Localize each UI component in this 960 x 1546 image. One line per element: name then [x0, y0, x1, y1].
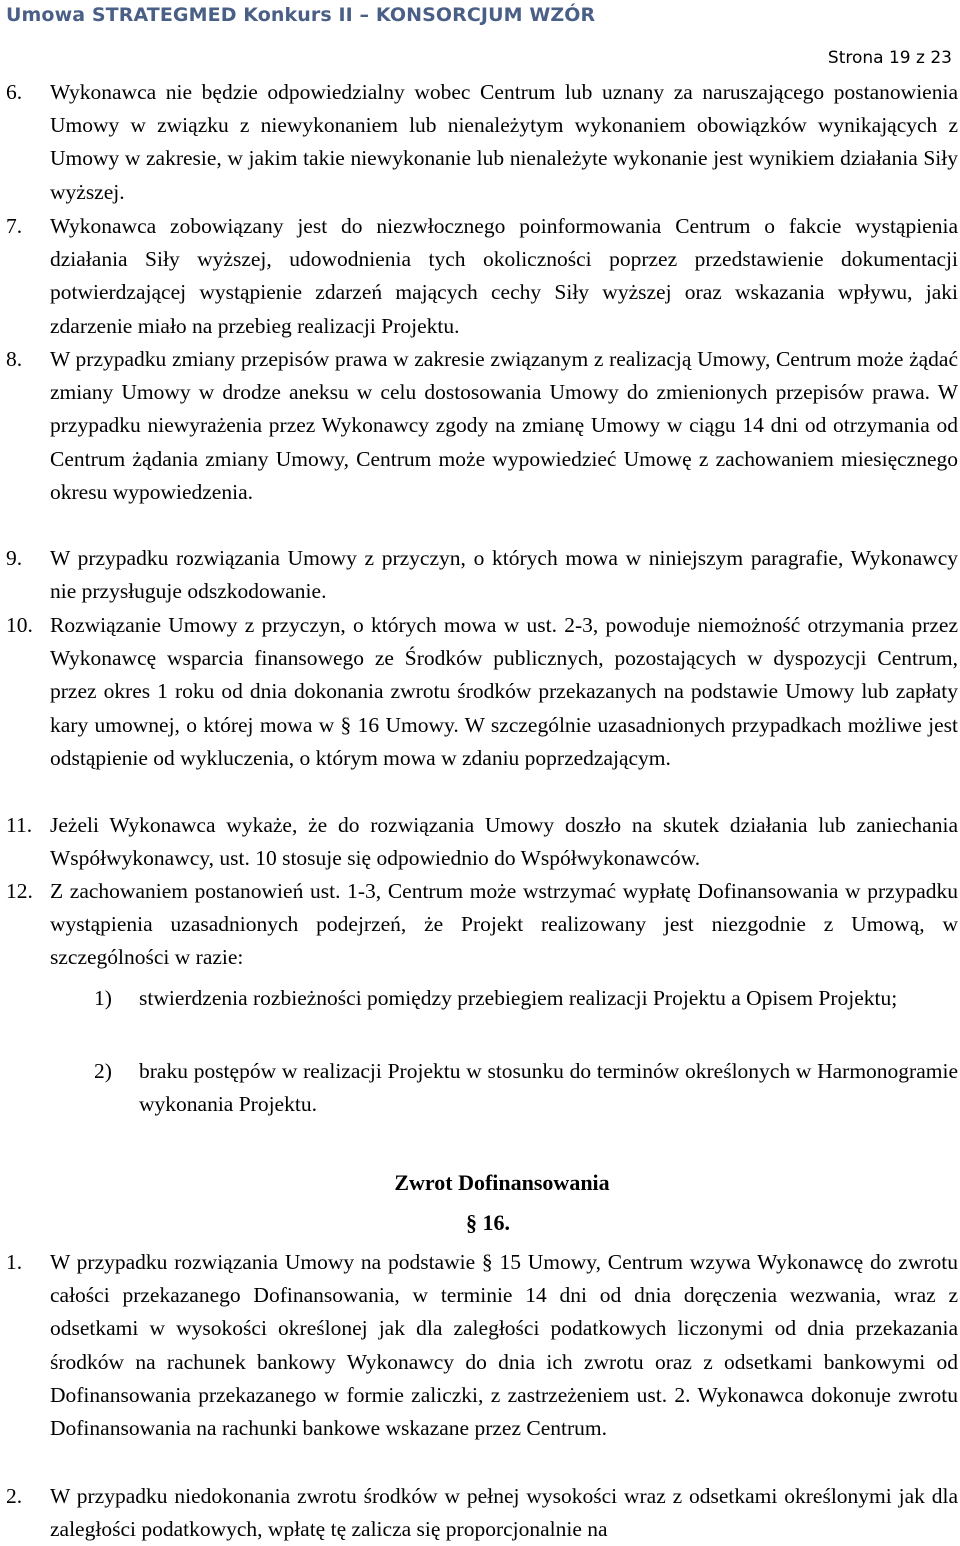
clause-text: W przypadku niedokonania zwrotu środków w pełnej wysokości wraz z odsetkami określonymi jak dla zaległości podatkowych, wpłatę tę zalicza się proporcjonalnie na	[50, 1484, 958, 1542]
subitem-1	[0, 982, 958, 1015]
clause-text: Jeżeli Wykonawca wykaże, że do rozwiązania Umowy doszło na skutek działania lub zaniechania Współwykonawcy, ust. 10 stosuje się odpowiednio do Współwykonawców.	[50, 813, 958, 871]
subitem-number: 1)	[94, 986, 112, 1010]
clause-12	[0, 875, 958, 975]
section-clause-1	[0, 1246, 958, 1445]
clause-8	[0, 343, 958, 509]
section-title: Zwrot Dofinansowania	[394, 1170, 610, 1195]
clause-number: 11.	[6, 813, 33, 837]
clause-text: Z zachowaniem postanowień ust. 1-3, Centrum może wstrzymać wypłatę Dofinansowania w przypadku wystąpienia uzasadnionych podejrzeń, że Projekt realizowany jest niezgodnie z Umową, w szczególności w razie:	[50, 879, 958, 970]
clause-7	[0, 210, 958, 343]
clause-number: 7.	[6, 214, 23, 238]
clause-number: 1.	[6, 1250, 23, 1274]
section-clause-2	[0, 1480, 958, 1546]
section-number: § 16.	[466, 1210, 510, 1235]
subitem-number: 2)	[94, 1059, 112, 1083]
clause-text: Wykonawca zobowiązany jest do niezwłocznego poinformowania Centrum o fakcie wystąpienia działania Siły wyższej, udowodnienia tych okoliczności poprzez przedstawienie dokumentacji potwierdzającej wystąpienie zdarzeń mających cechy Siły wyższej oraz wskazania wpływu, jaki zdarzenie miało na przebieg realizacji Projektu.	[50, 214, 958, 338]
clause-number: 8.	[6, 347, 23, 371]
clause-number: 2.	[6, 1484, 23, 1508]
header-title: Umowa STRATEGMED Konkurs II – KONSORCJUM WZÓR	[6, 4, 596, 26]
subitem-text: braku postępów w realizacji Projektu w stosunku do terminów określonych w Harmonogramie wykonania Projektu.	[139, 1059, 958, 1117]
clause-text: Wykonawca nie będzie odpowiedzialny wobec Centrum lub uznany za naruszającego postanowienia Umowy w związku z niewykonaniem lub nienależytym wykonaniem obowiązków wynikających z Umowy w zakresie, w jakim takie niewykonanie lub nienależyte wykonanie jest wynikiem działania Siły wyższej.	[50, 80, 958, 204]
page-number: Strona 19 z 23	[827, 48, 952, 68]
clause-text: W przypadku zmiany przepisów prawa w zakresie związanym z realizacją Umowy, Centrum może żądać zmiany Umowy w drodze aneksu w celu dostosowania Umowy do zmienionych przepisów prawa. W przypadku niewyrażenia przez Wykonawcy zgody na zmianę Umowy w ciągu 14 dni od otrzymania od Centrum żądania zmiany Umowy, Centrum może wypowiedzieć Umowę z zachowaniem miesięcznego okresu wypowiedzenia.	[50, 347, 958, 504]
clause-9	[0, 542, 958, 608]
subitem-text: stwierdzenia rozbieżności pomiędzy przebiegiem realizacji Projektu a Opisem Projektu;	[139, 986, 898, 1010]
clause-10	[0, 609, 958, 775]
clause-number: 9.	[6, 546, 23, 570]
clause-number: 6.	[6, 80, 23, 104]
clause-number: 10.	[6, 613, 33, 637]
clause-number: 12.	[6, 879, 33, 903]
clause-6	[0, 76, 958, 209]
subitem-2	[0, 1055, 958, 1121]
clause-text: Rozwiązanie Umowy z przyczyn, o których mowa w ust. 2-3, powoduje niemożność otrzymania przez Wykonawcę wsparcia finansowego ze Środków publicznych, pozostających w dyspozycji Centrum, przez okres 1 roku od dnia dokonania zwrotu środków przekazanych na podstawie Umowy lub zapłaty kary umownej, o której mowa w § 16 Umowy. W szczególnie uzasadnionych przypadkach możliwe jest odstąpienie od wykluczenia, o którym mowa w zdaniu poprzedzającym.	[50, 613, 958, 770]
clause-text: W przypadku rozwiązania Umowy z przyczyn, o których mowa w niniejszym paragrafie, Wykonawcy nie przysługuje odszkodowanie.	[50, 546, 958, 604]
clause-text: W przypadku rozwiązania Umowy na podstawie § 15 Umowy, Centrum wzywa Wykonawcę do zwrotu całości przekazanego Dofinansowania, w terminie 14 dni od dnia doręczenia wezwania, wraz z odsetkami w wysokości określonej jak dla zaległości podatkowych liczonymi od dnia przekazania środków na rachunek bankowy Wykonawcy do dnia ich zwrotu oraz z odsetkami bankowymi od Dofinansowania przekazanego w formie zaliczki, z zastrzeżeniem ust. 2. Wykonawca dokonuje zwrotu Dofinansowania na rachunki bankowe wskazane przez Centrum.	[50, 1250, 958, 1441]
clause-11	[0, 809, 958, 875]
